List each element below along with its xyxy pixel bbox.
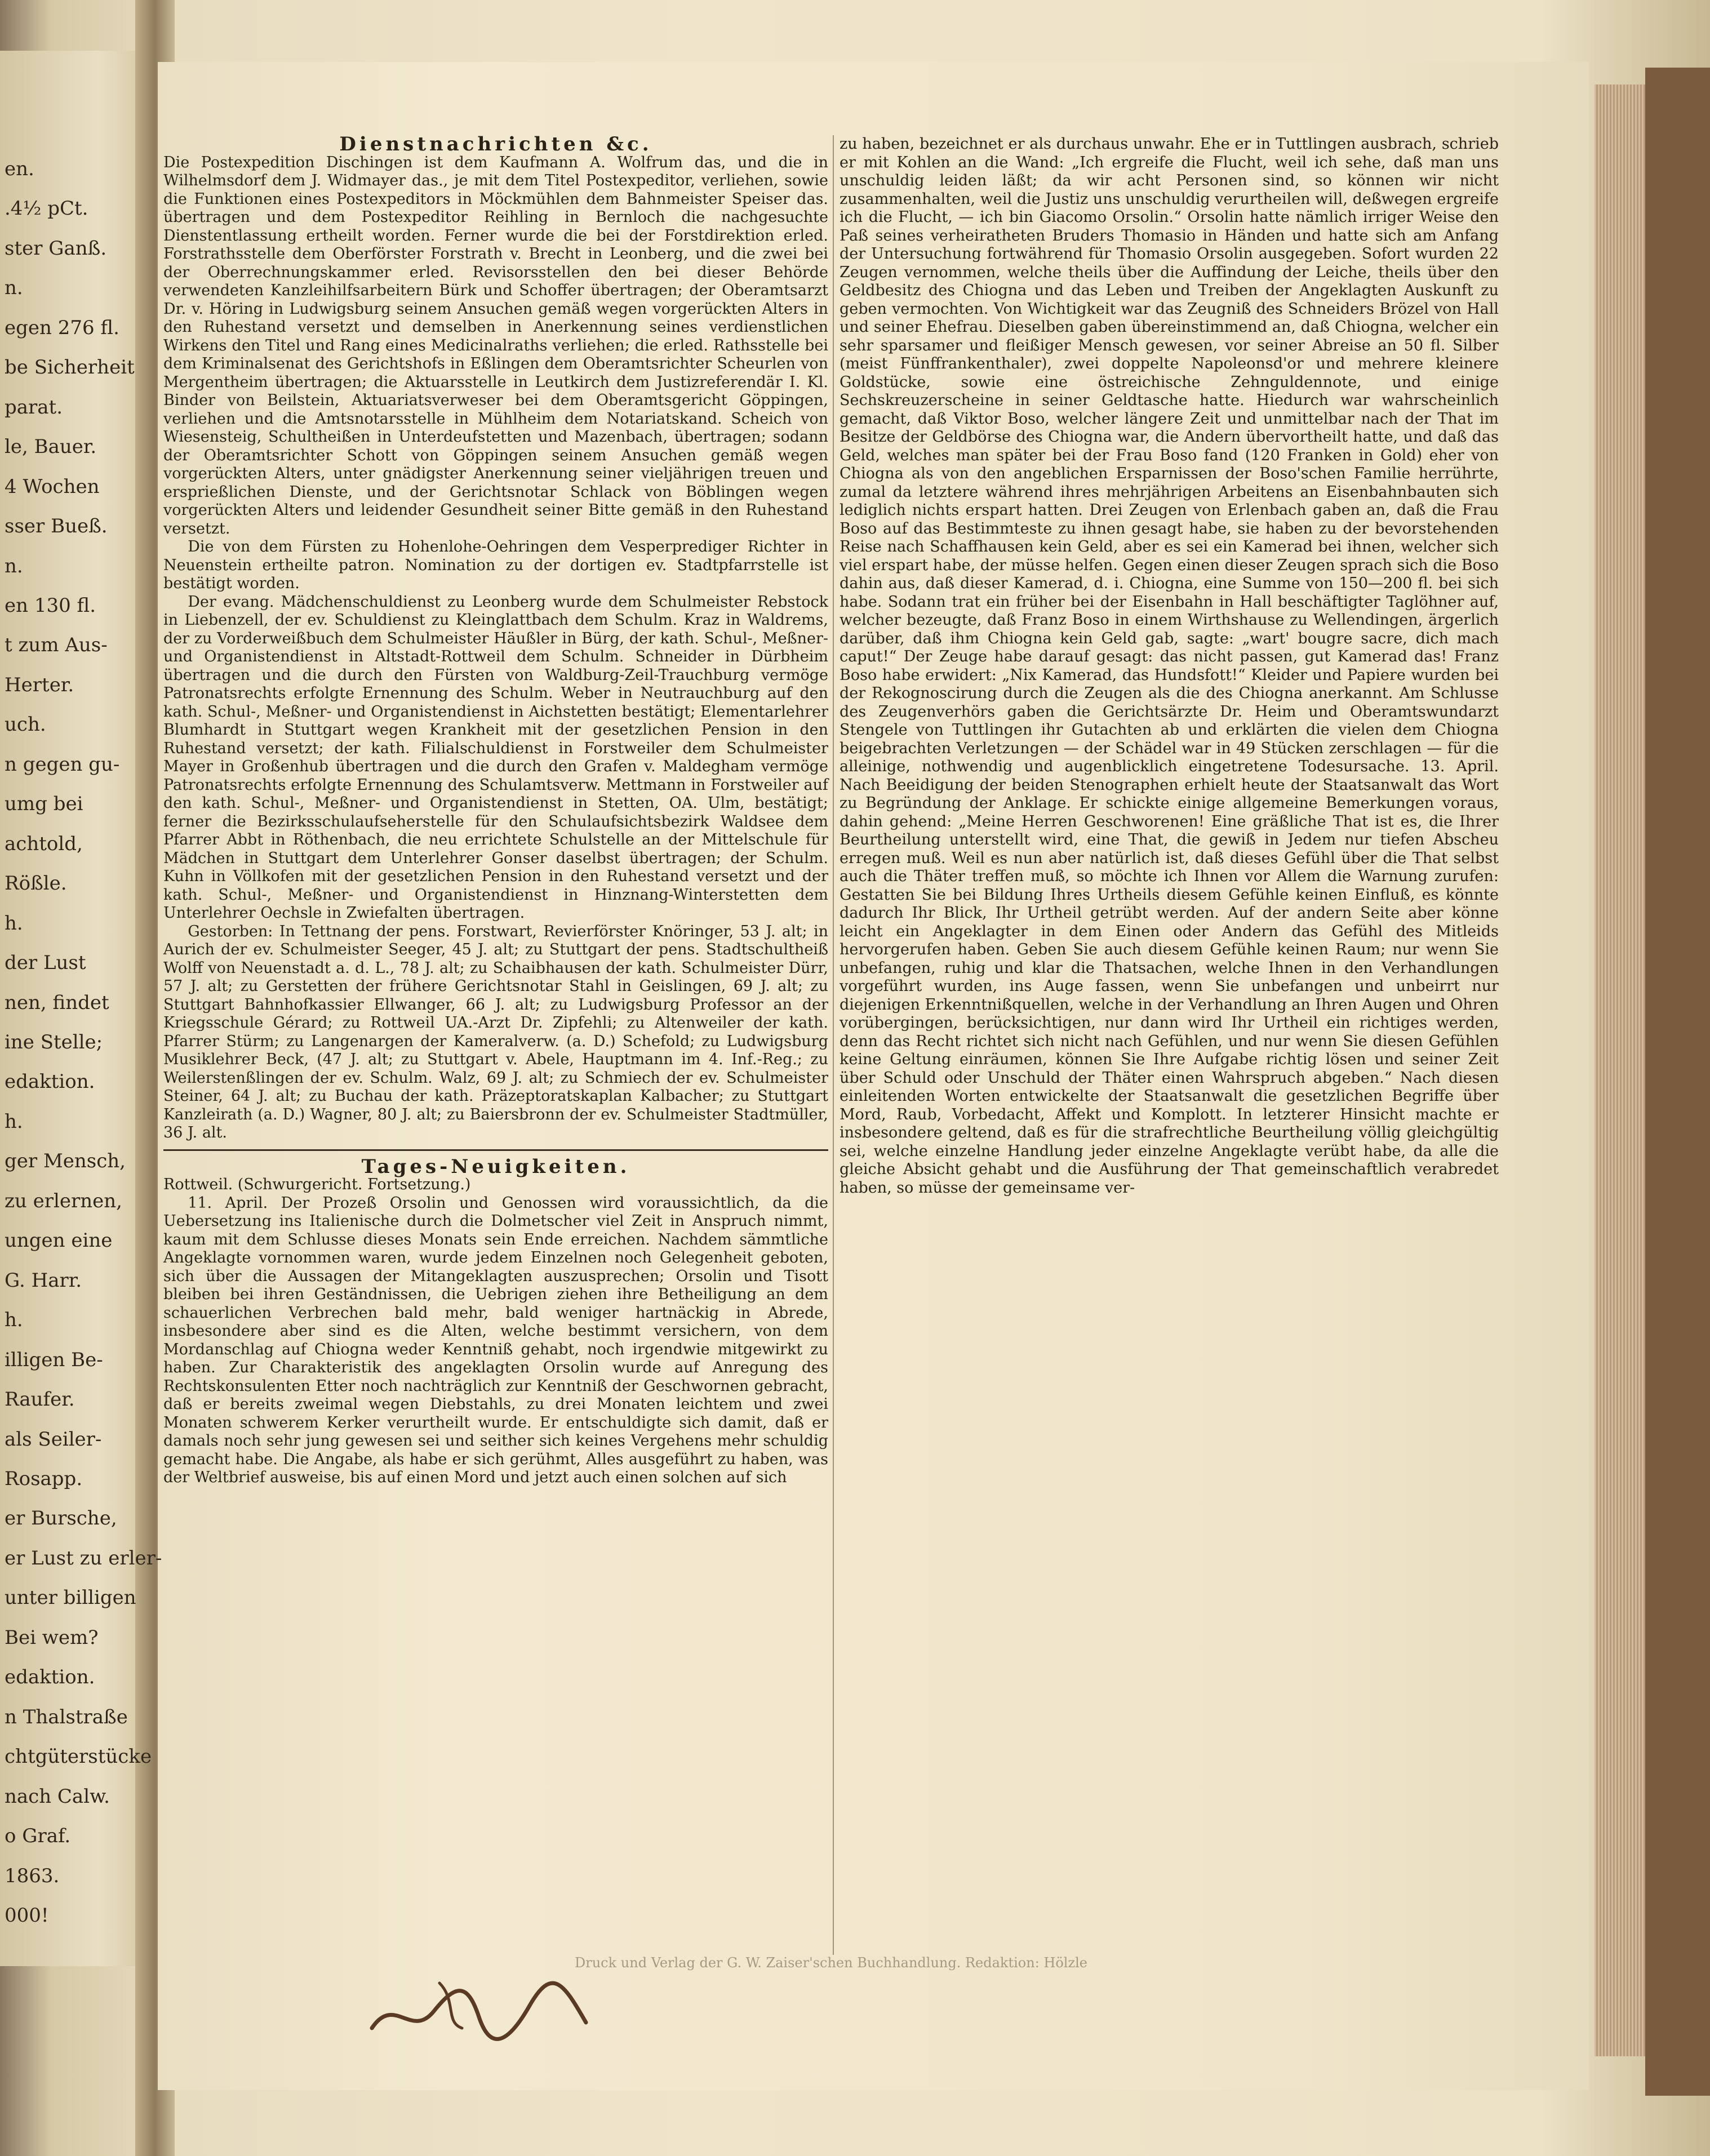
left-column [163,135,828,1487]
previous-page-fragment: ungen eine [5,1229,113,1252]
previous-page-fragment: o Graf. [5,1825,71,1847]
previous-page-fragment: ger Mensch, [5,1150,126,1172]
previous-page-fragment: 1863. [5,1865,60,1887]
bleed-through-footer: Druck und Verlag der G. W. Zaiser'schen Buchhandlung. Redaktion: Hölzle [575,1955,1087,1971]
news-paragraph: 11. April. Der Prozeß Orsolin und Genossen wird voraussichtlich, da die Uebersetzung ins Italienische durch die Dolmetscher viel Zeit in Anspruch nimmt, kaum mit dem Schlusse dieses Monats sein Ende erreichen. Nachdem sämmtliche Angeklagte vornommen waren, wurde jedem Einzelnen noch Gelegenheit geboten, sich über die Aussagen der Mitangeklagten auszusprechen; Orsolin und Tisott bleiben bei ihren Geständnissen, die Uebrigen ziehen ihre Betheiligung an dem schauerlichen Verbrechen bald mehr, bald weniger hartnäckig in Abrede, insbesondere aber sind es die Alten, welche bestimmt versichern, von dem Mordanschlag auf Chiogna weder Kenntniß gehabt, noch irgendwie mitgewirkt zu haben. Zur Charakteristik des angeklagten Orsolin wurde auf Anregung des Rechtskonsulenten Etter noch nachträglich zur Kenntniß der Geschwornen gebracht, daß er bereits zweimal wegen Diebstahls, zu drei Monaten leichtem und zwei Monaten schwerem Kerker verurtheilt wurde. Er entschuldigte sich damit, daß er damals noch sehr jung gewesen sei und seither sich keines Vergehens mehr schuldig gemacht habe. Die Angabe, als habe er sich gerühmt, Alles ausgeführt zu haben, was der Weltbrief ausweise, bis auf einen Mord und jetzt auch einen solchen auf sich [163,1194,828,1486]
previous-page-fragment: edaktion. [5,1666,95,1688]
left-paragraph-4: Gestorben: In Tettnang der pens. Forstwart, Revierförster Knöringer, 53 J. alt; in Aurich der ev. Schulmeister Seeger, 45 J. alt; zu Stuttgart der pens. Stadtschultheiß Wolff von Neuenstadt a. d. L., 78 J. alt; zu Schaibhausen der kath. Schulmeister Dürr, 57 J. alt; zu Gerstetten der frühere Gerichtsnotar Stahl in Geislingen, 69 J. alt; zu Stuttgart Bahnhofkassier Ellwanger, 66 J. alt; zu Ludwigsburg Professor an der Kriegsschule Gérard; zu Rottweil UA.-Arzt Dr. Zipfehli; zu Altenweiler der kath. Pfarrer Stürm; zu Langenargen der Kameralverw. (a. D.) Schefold; zu Ludwigsburg Musiklehrer Beck, (47 J. alt; zu Stuttgart v. Abele, Hauptmann im 4. Inf.-Reg.; zu Weilerstenßlingen der ev. Schulm. Walz, 69 J. alt; zu Schmiech der ev. Schulmeister Steiner, 64 J. alt; zu Buchau der kath. Präzeptoratskaplan Kalbacher; zu Stuttgart Kanzleirath (a. D.) Wagner, 80 J. alt; zu Baiersbronn der ev. Schulmeister Stadtmüller, 36 J. alt. [163,922,828,1141]
previous-page-fragment: zu erlernen, [5,1190,122,1212]
right-paragraph-1: zu haben, bezeichnet er als durchaus unwahr. Ehe er in Tuttlingen ausbrach, schrieb er mit Kohlen an die Wand: „Ich ergreife die Flucht, weil ich sehe, daß man uns unschuldig leiden läßt; da wir acht Personen sind, so können wir nicht zusammenhalten, weil die Justiz uns unschuldig verurtheilen will, deßwegen ergreife ich die Flucht, — ich bin Giacomo Orsolin.“ Orsolin hatte nämlich irriger Weise den Paß seines verheiratheten Bruders Thomasio in Händen und hatte sich am Anfang der Untersuchung fortwährend für Thomasio Orsolin ausgegeben. Sofort wurden 22 Zeugen vernommen, welche theils über die Auffindung der Leiche, theils über den Geldbesitz des Chiogna und das Leben und Treiben der Angeklagten Auskunft zu geben vermochten. Von Wichtigkeit war das Zeugniß des Schneiders Brözel von Hall und seiner Ehefrau. Dieselben gaben übereinstimmend an, daß Chiogna, welcher ein sehr sparsamer und fleißiger Mensch gewesen, vor seiner Abreise an 50 fl. Silber (meist Fünffrankenthaler), zwei doppelte Napoleonsd'or und mehrere kleinere Goldstücke, sowie eine östreichische Zehnguldennote, und einige Sechskreuzerscheine in seiner Geldtasche hatte. Hiedurch war wahrscheinlich gemacht, daß Viktor Boso, welcher längere Zeit und unmittelbar nach der That im Besitze der Geldbörse des Chiogna war, die Andern übervortheilt hatte, und daß das Geld, welches man später bei der Frau Boso fand (120 Franken in Gold) eher von Chiogna als von den angeblichen Ersparnissen der Boso'schen Familie herrührte, zumal da letztere während ihres mehrjährigen Arbeitens an Eisenbahnbauten sich lediglich nichts erspart hatten. Drei Zeugen von Erlenbach gaben an, daß die Frau Boso auf das Bestimmteste zu ihnen gesagt habe, sie haben zu der bevorstehenden Reise nach Schaffhausen kein Geld, aber es sei ein Kamerad bei ihnen, welcher sich viel erspart habe, der müsse helfen. Gegen einen dieser Zeugen sprach sich die Boso dahin aus, daß dieser Kamerad, d. i. Chiogna, eine Summe von 150—200 fl. bei sich habe. Sodann trat ein früher bei der Eisenbahn in Hall beschäftigter Taglöhner auf, welcher bezeugte, daß Franz Boso in einem Wirthshause zu Wellendingen, ärgerlich darüber, daß ihm Chiogna kein Geld gab, sagte: „wart' bougre sacre, dich mach caput!“ Der Zeuge habe darauf gesagt: das nicht passen, gut Kamerad das! Franz Boso habe erwidert: „Nix Kamerad, das Hundsfott!“ Kleider und Papiere wurden bei der Rekognoscirung durch die Zeugen als die des Chiogna anerkannt. Am Schlusse des Zeugenverhörs gaben die Gerichtsärzte Dr. Heim und Oberamtswundarzt Stengele von Tuttlingen ihr Gutachten ab und erklärten die vielen dem Chiogna beigebrachten Verletzungen — der Schädel war in 49 Stücken zerschlagen — für die alleinige, nothwendig und augenblicklich eingetretene Todesursache. 13. April. Nach Beeidigung der beiden Stenographen erhielt heute der Staatsanwalt das Wort zu Begründung der Anklage. Er schickte einige allgemeine Bemerkungen voraus, dahin gehend: „Meine Herren Geschworenen! Eine gräßliche That ist es, die Ihrer Beurtheilung unterstellt wird, eine That, die gewiß in Jedem nur tiefen Abscheu erregen muß. Weil es nun aber natürlich ist, daß dieses Gefühl über die That selbst auch die Thäter treffen muß, so möchte ich Ihnen vor Allem die Warnung zurufen: Gestatten Sie bei Bildung Ihres Urtheils diesem Gefühle keinen Einfluß, es könnte dadurch Ihr Blick, Ihr Urtheil getrübt werden. Auf der andern Seite aber könne leicht ein Angeklagter in dem Einen oder Andern das Gefühl des Mitleids hervorgerufen haben. Geben Sie auch diesem Gefühle keinen Raum; nur wenn Sie unbefangen, ruhig und klar die Thatsachen, welche Ihnen in den Verhandlungen vorgeführt wurden, ins Auge fassen, wenn Sie unbefangen und unbeirrt nur diejenigen Erkenntnißquellen, welche in der Verhandlung an Ihren Augen und Ohren vorübergingen, berücksichtigen, nur dann wird Ihr Urtheil ein richtiges werden, denn das Recht richtet sich nicht nach Gefühlen, und nur wenn Sie diesen Gefühlen keine Geltung einräumen, können Sie Ihre Aufgabe richtig lösen und seiner Zeit über Schuld oder Unschuld der Thäter einen Wahrspruch abgeben.“ Nach diesen einleitenden Worten entwickelte der Staatsanwalt die gesetzlichen Begriffe über Mord, Raub, Vorbedacht, Affekt und Komplott. In letzterer Hinsicht machte er insbesondere geltend, daß es für die strafrechtliche Beurtheilung völlig gleichgültig sei, welche einzelne Handlung jeder einzelne Angeklagte verübt habe, da alle die gleiche Absicht gehabt und die Ausführung der That gemeinschaftlich verabredet haben, so müsse der gemeinsame ver- [840,135,1499,1197]
previous-page-fragment: h. [5,1110,23,1133]
previous-page-fragment: uch. [5,713,46,736]
previous-page-fragment: n. [5,555,23,577]
previous-page-fragment: sser Bueß. [5,515,108,537]
previous-page-fragment: er Bursche, [5,1507,117,1530]
handwritten-signature [361,1961,597,2051]
section-heading-tages-neuigkeiten: Tages-Neuigkeiten. [361,1155,630,1178]
left-paragraph-1: Die Postexpedition Dischingen ist dem Kaufmann A. Wolfrum das, und die in Wilhelmsdorf dem J. Widmayer das., je mit dem Titel Postexpeditor, verliehen, sowie die Funktionen eines Postexpeditors in Möckmühlen dem Bahnmeister Speiser das. übertragen und dem Postexpeditor Reihling in Bernloch die nachgesuchte Dienstentlassung ertheilt worden. Ferner wurde die bei der Forstdirektion erled. Forstrathsstelle dem Oberförster Forstrath v. Brecht in Leonberg, und die zwei bei der Oberrechnungskammer erled. Revisorsstellen den bei dieser Behörde verwendeten Kanzleihilfsarbeitern Bürk und Schoffer übertragen; der Oberamtsarzt Dr. v. Höring in Ludwigsburg seinem Ansuchen gemäß wegen vorgerückten Alters in den Ruhestand versetzt und demselben in Anerkennung seines verdienstlichen Wirkens den Titel und Rang eines Medicinalraths verliehen; die erled. Rathsstelle bei dem Kriminalsenat des Gerichtshofs in Eßlingen dem Oberamtsrichter Scheurlen von Mergentheim übertragen; die Aktuarsstelle in Leutkirch dem Justizreferendär I. Kl. Binder von Beilstein, Aktuariatsverweser bei dem Oberamtsgericht Göppingen, verliehen und die Amtsnotarsstelle in Mühlheim dem Notariatskand. Scheich von Wiesensteig, Schultheißen in Unterdeufstetten und Mazenbach, übertragen; sodann der Oberamtsrichter Schott von Göppingen seinem Ansuchen gemäß wegen vorgerückten Alters, unter gnädigster Anerkennung seiner vieljährigen treuen und ersprießlichen Dienste, und der Gerichtsnotar Schlack von Böblingen wegen vorgerückten Alters und leidender Gesundheit seiner Bitte gemäß in den Ruhestand versetzt. [163,153,828,537]
previous-page-fragment: umg bei [5,793,83,815]
previous-page-fragment: er Lust zu erler- [5,1547,162,1570]
previous-page-fragment: be Sicherheit [5,356,135,379]
previous-page-fragment: en. [5,158,34,180]
previous-page-fragment: Raufer. [5,1388,75,1411]
previous-page-fragment: ine Stelle; [5,1031,103,1053]
previous-page-fragment: G. Harr. [5,1269,82,1292]
previous-page-fragment: egen 276 fl. [5,317,119,339]
column-divider [833,135,834,1955]
previous-page-fragment: Bei wem? [5,1626,99,1649]
previous-page-fragment: nach Calw. [5,1785,110,1808]
previous-page-fragment: h. [5,912,23,935]
previous-page-fragment: der Lust [5,952,86,974]
previous-page-fragment: illigen Be- [5,1349,103,1371]
left-paragraph-2: Die von dem Fürsten zu Hohenlohe-Oehringen dem Vesperprediger Richter in Neuenstein ertheilte patron. Nomination zu der dortigen ev. Stadtpfarrstelle ist bestätigt worden. [163,538,828,592]
previous-page-fragment: 4 Wochen [5,475,100,498]
section-rule [163,1149,828,1151]
previous-page-fragment: n gegen gu- [5,753,120,776]
previous-page-fragment: n. [5,277,23,299]
previous-page-fragment: ster Ganß. [5,237,107,260]
previous-page-fragment: Herter. [5,674,74,696]
book-cover-edge [1645,68,1710,2096]
left-paragraph-3: Der evang. Mädchenschuldienst zu Leonberg wurde dem Schulmeister Rebstock in Liebenzell, der ev. Schuldienst zu Kleinglattbach dem Schulm. Kraz in Waldrems, der zu Vorderweißbuch dem Schulmeister Häußler in Bürg, der kath. Schul-, Meßner- und Organistendienst in Altstadt-Rottweil dem Schulm. Schneider in Dürbheim übertragen und die durch den Fürsten von Waldburg-Zeil-Trauchburg vermöge Patronatsrechts erfolgte Ernennung des Schulm. Weber in Neutrauchburg auf den kath. Schul-, Meßner- und Organistendienst in Aichstetten bestätigt; Elementarlehrer Blumhardt in Stuttgart wegen Krankheit mit der gesetzlichen Pension in den Ruhestand versetzt; der kath. Filialschuldienst in Forstweiler dem Schulmeister Mayer in Großenhub übertragen und die durch den Grafen v. Maldegham vermöge Patronatsrechts erfolgte Ernennung des Schulamtsverw. Mettmann in Forstweiler auf den kath. Schul-, Meßner- und Organistendienst in Stetten, OA. Ulm, bestätigt; ferner die Bezirksschulaufseherstelle für den Schulaufsichtsbezirk Waldsee dem Pfarrer Abbt in Röthenbach, die neu errichtete Schulstelle an der Mittelschule für Mädchen in Stuttgart dem Unterlehrer Gonser daselbst übertragen; der Schulm. Kuhn in Völlkofen mit der gesetzlichen Pension in den Ruhestand versetzt und der kath. Schul-, Meßner- und Organistendienst in Hinznang-Winterstetten dem Unterlehrer Oechsle in Zwiefalten übertragen. [163,593,828,922]
previous-page-fragment: als Seiler- [5,1428,102,1451]
section-heading-dienstnachrichten: Dienstnachrichten &c. [339,133,652,155]
previous-page-fragment: achtold, [5,833,83,855]
previous-page-fragment: parat. [5,396,63,419]
previous-page-fragment: unter billigen [5,1586,136,1609]
previous-page-fragment: le, Bauer. [5,435,97,458]
previous-page-fragment: .4½ pCt. [5,197,88,220]
previous-page-fragment: Rosapp. [5,1468,83,1490]
previous-page-fragment: n Thalstraße [5,1706,128,1728]
previous-page-fragment: Rößle. [5,872,67,895]
news-subheading: Rottweil. (Schwurgericht. Fortsetzung.) [163,1176,471,1193]
right-column [840,135,1499,1197]
previous-page-fragment: chtgüterstücke [5,1745,152,1768]
previous-page-fragment: 000! [5,1904,49,1927]
previous-page-fragment: en 130 fl. [5,594,96,617]
previous-page-fragment: t zum Aus- [5,634,108,656]
previous-page-fragment: h. [5,1309,23,1331]
previous-page-fragment: edaktion. [5,1070,95,1093]
previous-page-fragment: nen, findet [5,992,109,1014]
